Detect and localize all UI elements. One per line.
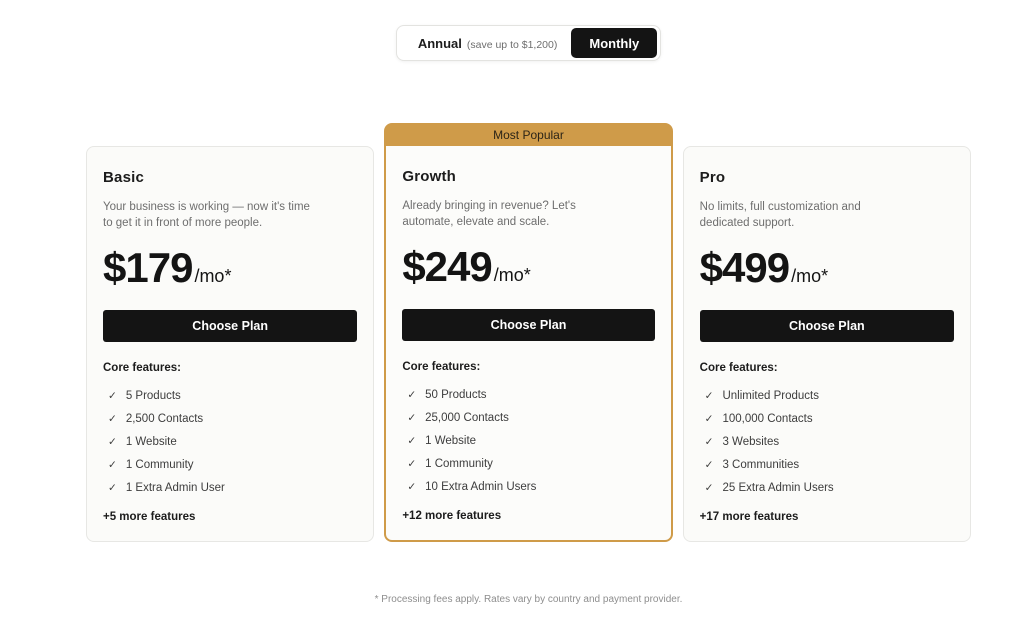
feature-label: 25,000 Contacts [425,412,509,425]
check-icon: ✓ [407,389,417,402]
check-icon: ✓ [108,413,117,426]
plan-card-growth [384,123,672,542]
feature-list [402,389,654,504]
feature-item [103,436,357,448]
plan-description: No limits, full customization and dedicated support. [699,201,861,230]
check-icon: ✓ [407,458,417,471]
feature-label: Unlimited Products [722,390,819,403]
check-icon: ✓ [704,390,714,403]
choose-plan-button-basic[interactable]: Choose Plan [103,310,357,342]
feature-item [700,390,954,402]
choose-plan-button-pro[interactable]: Choose Plan [700,310,954,342]
feature-label: 3 Websites [722,436,780,449]
plan-card-pro-body [683,146,971,542]
price-period: /mo* [194,266,232,287]
price-period: /mo* [791,266,829,287]
check-icon: ✓ [108,390,117,403]
feature-list [700,390,954,505]
check-icon: ✓ [704,436,714,449]
feature-item [402,389,654,401]
feature-item [402,481,654,493]
feature-item [700,413,954,425]
feature-label: 3 Communities [722,459,800,472]
price-amount: $179 [103,244,193,292]
feature-label: 1 Website [425,435,477,448]
feature-label: 25 Extra Admin Users [722,482,834,495]
core-features-heading: Core features: [103,362,181,375]
check-icon: ✓ [704,459,714,472]
core-features-heading: Core features: [402,361,481,374]
feature-label: 50 Products [425,389,487,402]
plan-name: Basic [103,169,145,186]
feature-item [103,482,357,494]
billing-option-monthly[interactable]: Monthly [571,28,657,58]
core-features-heading: Core features: [699,362,778,375]
feature-item [700,436,954,448]
processing-fees-footnote: * Processing fees apply. Rates vary by country and payment provider. [374,594,683,606]
plan-price [700,244,954,292]
plan-name: Growth [402,168,457,185]
billing-toggle [396,25,661,61]
billing-option-annual[interactable] [400,36,572,51]
feature-label: 2,500 Contacts [125,413,204,426]
feature-item [402,458,654,470]
annual-label: Annual [417,35,462,51]
feature-item [700,482,954,494]
plan-card-growth-body [384,146,672,542]
feature-label: 1 Website [125,436,177,449]
feature-item [103,413,357,425]
feature-item [402,412,654,424]
feature-list [103,390,357,505]
feature-label: 1 Community [425,458,493,471]
feature-label: 1 Community [125,459,194,472]
plan-name: Pro [699,169,726,186]
most-popular-banner: Most Popular [384,123,672,146]
feature-item [103,390,357,402]
pricing-page [86,0,971,605]
plan-card-pro [683,123,971,542]
feature-label: 1 Extra Admin User [125,482,225,495]
check-icon: ✓ [704,482,714,495]
check-icon: ✓ [407,481,417,494]
check-icon: ✓ [704,413,714,426]
pricing-cards [86,123,971,542]
check-icon: ✓ [108,436,117,449]
plan-price [103,244,357,292]
feature-label: 5 Products [125,390,181,403]
price-period: /mo* [493,265,531,286]
plan-card-basic-body [86,146,374,542]
plan-price [402,243,654,291]
price-amount: $249 [402,243,492,291]
check-icon: ✓ [407,435,417,448]
feature-label: 10 Extra Admin Users [425,481,537,494]
plan-description: Already bringing in revenue? Let's automate, elevate and scale. [402,200,576,229]
plan-card-basic [86,123,374,542]
feature-label: 100,000 Contacts [722,413,813,426]
feature-item [402,435,654,447]
price-amount: $499 [699,244,790,292]
check-icon: ✓ [407,412,417,425]
billing-toggle-wrap [86,25,971,61]
choose-plan-button-growth[interactable]: Choose Plan [402,309,654,341]
more-features-link-growth[interactable]: +12 more features [402,510,502,523]
check-icon: ✓ [108,459,117,472]
annual-savings-note: (save up to $1,200) [466,38,558,51]
feature-item [700,459,954,471]
more-features-link-basic[interactable]: +5 more features [103,511,196,524]
feature-item [103,459,357,471]
plan-description: Your business is working — now it's time to get it in front of more people. [103,201,310,230]
more-features-link-pro[interactable]: +17 more features [699,511,799,524]
check-icon: ✓ [108,482,117,495]
